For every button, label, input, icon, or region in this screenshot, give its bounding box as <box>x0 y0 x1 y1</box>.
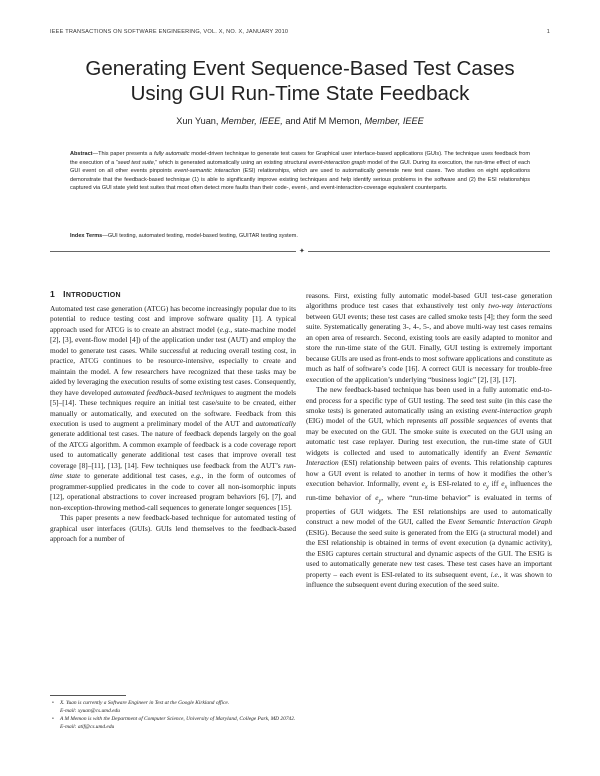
abstract-text: ” which is generated automatically using an existing structural <box>155 159 309 166</box>
text-emph: e.g. <box>191 471 202 481</box>
right-column <box>306 291 552 591</box>
index-terms-label: Index Terms <box>70 233 103 239</box>
footnote-bullet: • <box>52 715 54 722</box>
footnote-rule <box>50 695 126 696</box>
text-run: generate additional test cases. The nature of feedback depends largely on the goal of the ATCG algorithm. A common example of feedback is a code coverage report used to automatically generate additional test cases that improve overall test coverage [8]–[11], [13], [14]. Few techniques use feedback from the AUT’s <box>50 429 296 470</box>
text-emph: i.e. <box>490 569 500 579</box>
left-column <box>50 304 296 544</box>
text-run: (ESIG). Because the seed suite is generated from the EIG (a structural model) and the ESI relationship is obtained in terms of event execution (a dynamic activity), the ESIG captures certain structural and dynamic aspects of the GUI. The ESIG is used to automatically generate new test cases. These test cases have an important property – each event is ESI-related to its subsequent event, <box>306 527 552 579</box>
text-run: is ESI-related to <box>427 479 483 489</box>
abstract-emph: event-semantic interaction <box>174 168 241 174</box>
text-emph: two-way interactions <box>488 301 552 311</box>
text-run: of events that may be executed on the GUI. The smoke suite is executed on the GUI using an automatic test case replayer. During test execution, the run-time state of GUI widgets is collected and used to automatically identify an <box>306 416 553 457</box>
footnote <box>50 700 296 716</box>
author-2-role: Member, IEEE <box>364 116 424 126</box>
math-symbol: e <box>375 493 379 503</box>
paragraph <box>306 291 552 385</box>
text-run: influences the run-time behavior of <box>306 479 552 503</box>
math-subscript: x <box>504 484 508 491</box>
section-title-initial: I <box>63 289 66 299</box>
text-run: (ESI) relationship between pairs of events. This relationship captures how a GUI event is related to another in terms of how it modifies the other’s execution behavior. Informally, event <box>306 458 552 489</box>
abstract-emph: fully automatic <box>153 151 190 157</box>
text-emph: all possible sequences <box>439 416 508 426</box>
math-symbol: e <box>501 479 505 489</box>
text-run: , in the form of outcomes of programmer-supplied predicates in the code to cover all non-isomorphic inputs [12], operational abstractions to cover increased program behaviors [6], [7], and non-exception-throwing method-call sequences to generate longer sequences [15]. <box>50 471 296 512</box>
text-run: between GUI events; these test cases are called smoke tests [4]; they form the seed suite. Systematically generating 3-, 4-, 5-, and above multi-way test cases remains an open area of research. Second, existing tools are easily adapted to monitor and store the run-time state of the GUI. Finally, GUI testing is extremely important because GUIs are used as front-ends to most software applications and constitute as much as half of software’s code [16]. A correct GUI is necessary for trouble-free execution of the application’s underlying “business logic” [2], [3], [17]. <box>306 311 552 384</box>
text-run: to augment the models [5]–[14]. These techniques require an initial test case/suite to be created, either manually or automatically, and executed on the software. Feedback from this execution is used to augment a preliminary model of the AUT and <box>50 387 296 428</box>
footnote-bullet: • <box>52 700 54 706</box>
text-emph: automated feedback-based techniques <box>113 387 226 397</box>
text-run: Automated test case generation (ATCG) has become increasingly popular due to its potential to reduce testing cost and improve software quality [1]. A typical approach used for ATCG is to create an abstract model ( <box>50 304 296 334</box>
text-run: iff <box>488 479 502 489</box>
math-subscript: y <box>378 498 382 505</box>
math-symbol: e <box>482 479 487 489</box>
section-title-rest: NTRODUCTION <box>65 292 121 299</box>
text-run: , it was shown to influence the subsequent event during execution of the seed suite. <box>306 569 552 590</box>
abstract-text: —This paper presents a <box>92 151 154 157</box>
text-emph: automatically <box>255 418 296 428</box>
author-1-role: Member, IEEE, <box>221 116 283 126</box>
section-number: 1 <box>50 289 56 299</box>
paper-title <box>40 56 560 106</box>
footnote-text: A M Memon is with the Department of Computer Science, University of Maryland, College Park, MD 20742. <box>60 715 296 722</box>
index-terms <box>70 233 530 239</box>
text-emph: run-time state <box>50 460 296 481</box>
text-emph: Event Semantic Interaction <box>306 447 552 468</box>
title-line-1: Generating Event Sequence-Based Test Cases <box>85 57 515 80</box>
paragraph <box>306 385 552 591</box>
text-emph: e.g. <box>219 324 231 334</box>
index-terms-text: —GUI testing, automated testing, model-based testing, GUITAR testing system. <box>102 233 298 239</box>
abstract-text: (ESI) relationships, which are used to automatically generate new test cases. Two studies on eight applications demonstrate that the feedback-based technique (1) is able to significantly improve existing techniques and help identify serious problems in the software and (2) the ESI relationships captured via GUI state yield test suites that most often detect more faults than their code-, event-, and event-interaction-coverage equivalent counterparts. <box>70 168 530 191</box>
math-symbol: e <box>421 479 425 489</box>
abstract-text: model of the GUI. During its execution, the run-time effect of each GUI event on all other events pinpoints <box>70 159 530 174</box>
section-heading <box>50 289 121 299</box>
footnote-email: E-mail: xyuan@cs.umd.edu <box>60 707 120 714</box>
abstract-emph: event-interaction graph <box>308 159 366 166</box>
footnote-email: E-mail: atif@cs.umd.edu <box>60 723 115 730</box>
math-subscript: x <box>424 484 428 491</box>
footnotes <box>50 700 296 732</box>
page-number: 1 <box>546 29 550 35</box>
text-emph: event-interaction graph <box>481 405 552 415</box>
footnote <box>50 716 296 732</box>
math-subscript: y <box>486 484 489 491</box>
abstract-emph: seed test suite, <box>117 159 156 166</box>
text-run: reasons. First, existing fully automatic model-based GUI test-case generation algorithms produce test cases that exhaustively test only <box>306 291 552 311</box>
abstract-label: Abstract <box>70 151 93 157</box>
author-and: and Atif M Memon, <box>282 116 365 126</box>
author-list <box>40 116 560 126</box>
separator-diamond-icon: ✦ <box>296 248 308 255</box>
author-1: Xun Yuan, <box>176 116 222 126</box>
title-line-2: Using GUI Run-Time State Feedback <box>130 82 470 105</box>
journal-header: IEEE TRANSACTIONS ON SOFTWARE ENGINEERING, VOL. X, NO. X, JANUARY 2010 <box>50 29 289 35</box>
text-run: , where “run-time behavior” is evaluated in terms of properties of GUI widgets. The ESI relationships are used to automatically construct a new model of the GUI, called the <box>306 493 553 527</box>
footnote-text: X. Yuan is currently a Software Engineer in Test at the Google Kirkland office. <box>60 700 230 706</box>
text-run: The new feedback-based technique has been used in a fully automatic end-to-end process for a specific type of GUI testing. The seed test suite (in this case the smoke tests) is generated automatically using an existing <box>306 385 552 415</box>
text-run: , state-machine model [2], [3], event-flow model [4]) of the application under test (AUT) and employ the model to generate test cases. While successful at reducing overall testing cost, in practice, ATCG continues to be resource-intensive, especially to create and maintain the model. A few researchers have recognized that these tasks may be aided by leveraging the execution results of some existing test cases. Consequently, they have developed <box>50 324 296 397</box>
text-emph: Event Semantic Interaction Graph <box>448 517 553 527</box>
text-run: (EIG) model of the GUI, which represents <box>306 416 440 426</box>
text-run: to generate additional test cases, <box>80 471 192 481</box>
abstract-text: model-driven technique to generate test cases for Graphical user interface-based applications (GUIs). The technique uses feedback from the execution of a “ <box>70 151 530 166</box>
paragraph <box>50 304 296 513</box>
abstract <box>70 150 530 193</box>
paragraph: This paper presents a new feedback-based technique for automated testing of graphical user interfaces (GUIs). GUIs lend themselves to the feedback-based approach for a number of <box>50 513 296 543</box>
